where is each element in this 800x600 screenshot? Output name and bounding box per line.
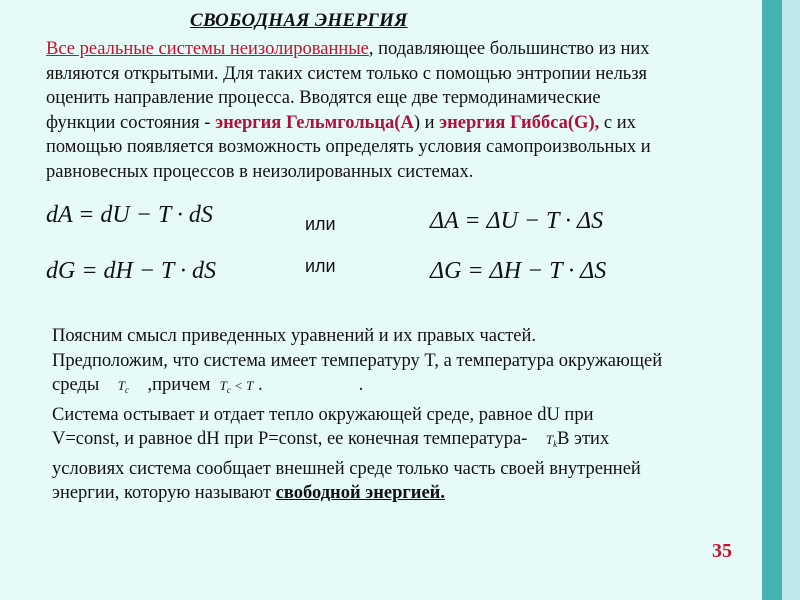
accent-stripe	[762, 0, 782, 600]
intro-line-4-c: с их	[599, 112, 636, 133]
explain-line-5-a: V=const, и равное dH при P=const, ее конечная температура-	[52, 429, 532, 449]
explain-line-6: условиях система сообщает внешней среде только часть своей внутренней	[52, 458, 641, 479]
explain-line-5	[52, 427, 752, 457]
explain-line-5-b: В этих	[557, 429, 610, 449]
helmholtz-differential-equation: dA = dU − T · dS	[46, 202, 213, 228]
explanation-paragraph	[52, 324, 752, 506]
explain-line-3	[52, 373, 752, 403]
gibbs-delta-equation: ΔG = ΔH − T · ΔS	[430, 258, 607, 284]
or-label-2: или	[305, 256, 336, 276]
explain-line-3-c: .	[253, 375, 263, 395]
intro-line-2: являются открытыми. Для таких систем только с помощью энтропии нельзя	[46, 63, 648, 84]
intro-line-1	[46, 37, 746, 62]
free-energy-term: свободной энергией.	[275, 483, 445, 503]
intro-line-3: оценить направление процесса. Вводятся еще две термодинамические	[46, 88, 601, 108]
gibbs-differential-equation: dG = dH − T · dS	[46, 258, 216, 284]
final-temperature-symbol: $T_k$	[545, 432, 558, 449]
light-stripe	[782, 0, 800, 600]
explain-line-7	[52, 481, 752, 506]
explain-line-4: Система остывает и отдает тепло окружающей среде, равное dU при	[52, 404, 594, 425]
explain-line-2: Предположим, что система имеет температуру T, а температура окружающей	[52, 350, 663, 371]
intro-line-5: помощью появляется возможность определять условия самопроизвольных и	[46, 137, 651, 157]
intro-line-6: равновесных процессов в неизолированных системах.	[46, 161, 474, 182]
slide-title: СВОБОДНАЯ ЭНЕРГИЯ	[190, 10, 408, 31]
surroundings-temperature-symbol: $T_c$	[117, 378, 130, 395]
explain-line-1: Поясним смысл приведенных уравнений и их правых частей.	[52, 326, 537, 346]
intro-line-4	[46, 111, 746, 136]
intro-paragraph	[46, 37, 746, 184]
explain-line-7-a: энергии, которую называют	[52, 483, 276, 503]
or-label-1: или	[305, 214, 336, 234]
explain-line-3-d: .	[358, 375, 364, 395]
intro-highlight: Все реальные системы неизолированные	[46, 39, 369, 59]
intro-line-4-b: ) и	[413, 112, 440, 133]
temperature-inequality: $T_c < T$	[219, 378, 254, 395]
intro-line-1-rest: , подавляющее большинство из них	[368, 39, 650, 59]
helmholtz-delta-equation: ΔA = ΔU − T · ΔS	[430, 208, 604, 234]
helmholtz-term: энергия Гельмгольца(А	[215, 112, 414, 133]
explain-line-3-a: среды	[52, 375, 104, 395]
explain-line-3-b: ,причем	[142, 375, 216, 395]
intro-line-4-a: функции состояния -	[46, 112, 216, 133]
page-number: 35	[712, 540, 732, 562]
gibbs-term: энергия Гиббса(G),	[439, 112, 600, 133]
